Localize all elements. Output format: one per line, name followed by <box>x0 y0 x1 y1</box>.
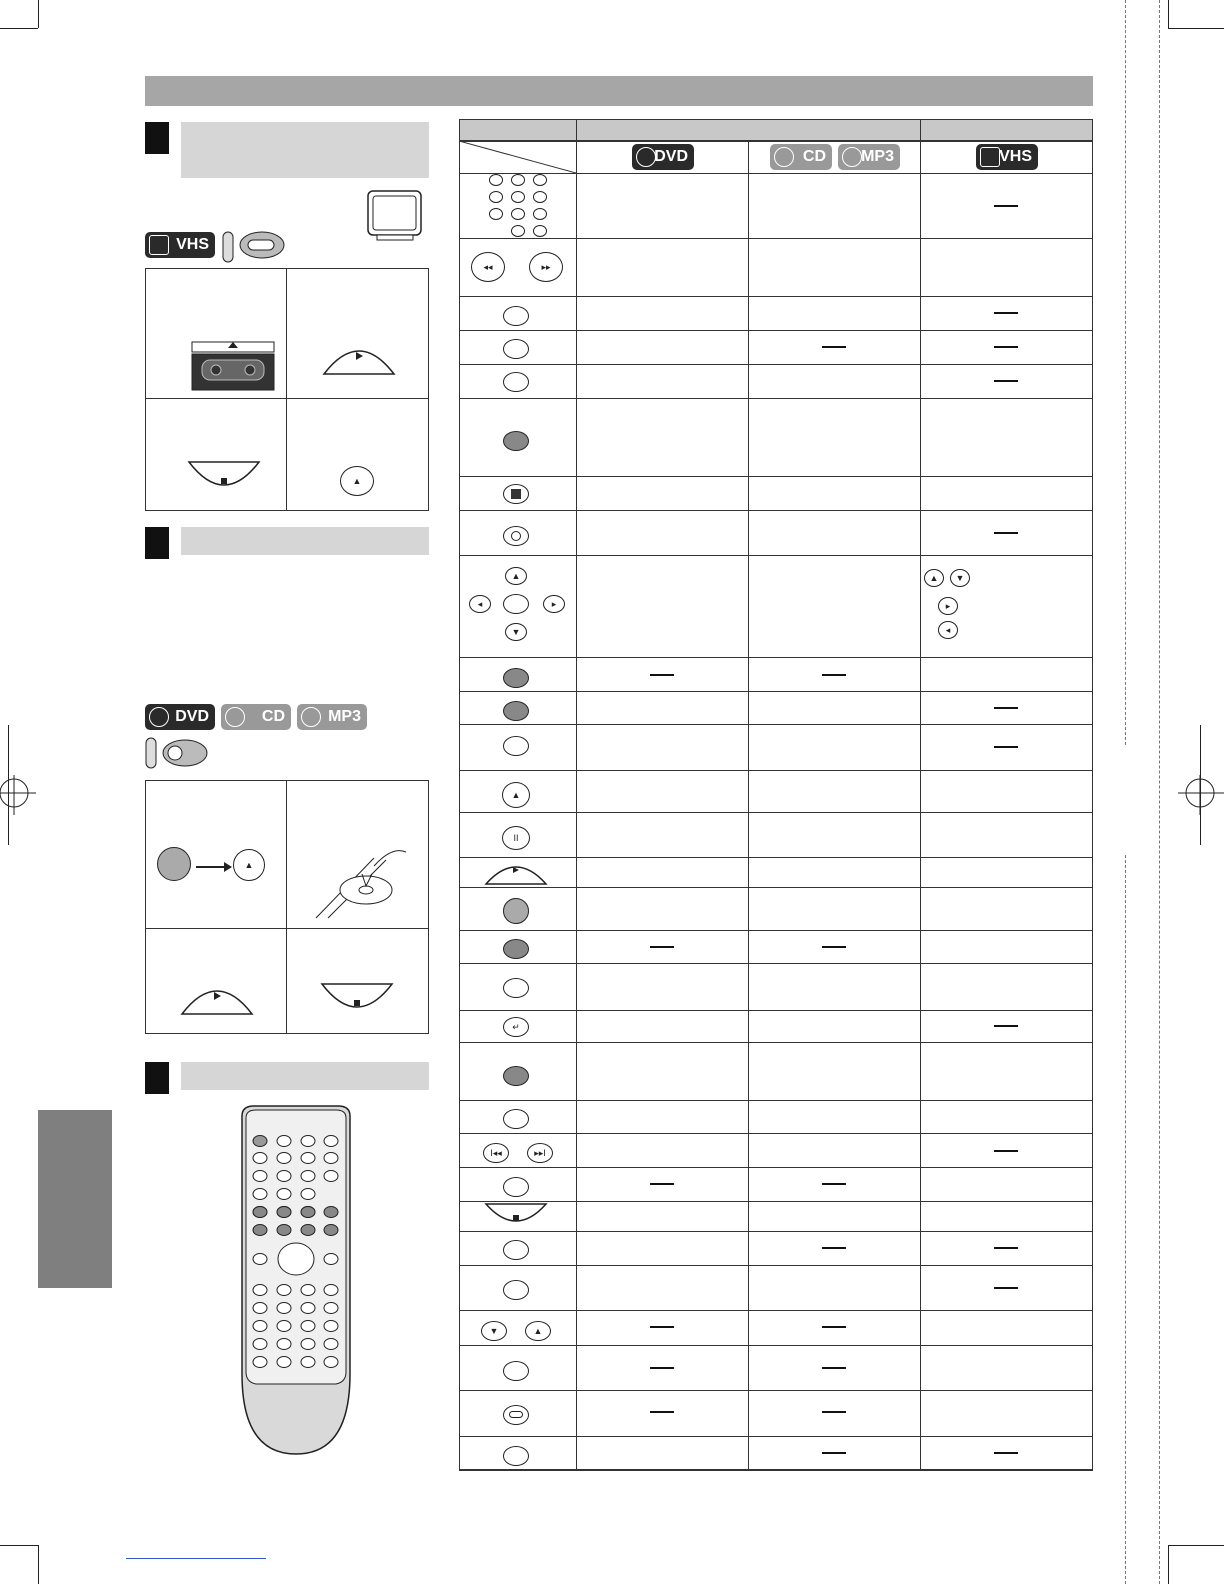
crop-mark <box>1168 0 1169 28</box>
tv-icon <box>367 190 423 242</box>
remote-key[interactable] <box>324 1357 338 1368</box>
cassette-insert-illustration <box>188 340 278 392</box>
fold-line <box>1125 0 1126 745</box>
remote-key[interactable] <box>277 1136 291 1147</box>
remote-key[interactable] <box>253 1285 267 1296</box>
not-applicable-dash <box>994 1247 1018 1249</box>
row-divider <box>459 1265 1093 1266</box>
remote-key[interactable] <box>277 1321 291 1332</box>
not-applicable-dash <box>822 1247 846 1249</box>
crop-mark <box>38 1545 39 1584</box>
not-applicable-dash <box>994 746 1018 748</box>
return-button[interactable] <box>503 1017 529 1037</box>
cd-logo-label: CD <box>261 708 285 725</box>
rewind-icon: ◂◂ <box>483 261 493 272</box>
not-applicable-dash <box>994 380 1018 382</box>
down-arrow-button[interactable] <box>950 569 970 587</box>
skip-forward-button[interactable] <box>527 1143 553 1163</box>
return-icon: ↵ <box>512 1021 520 1032</box>
down-arrow-button[interactable] <box>505 623 527 641</box>
row-divider <box>459 1167 1093 1168</box>
row-divider <box>459 1345 1093 1346</box>
mp3-logo <box>838 144 900 170</box>
remote-key[interactable] <box>301 1285 315 1296</box>
row-divider <box>459 1231 1093 1232</box>
remote-key[interactable] <box>324 1285 338 1296</box>
not-applicable-dash <box>822 346 846 348</box>
up-icon: ▲ <box>511 571 521 581</box>
number-key[interactable] <box>533 174 547 186</box>
remote-key[interactable] <box>301 1136 315 1147</box>
remote-key[interactable] <box>277 1189 291 1200</box>
remote-key[interactable] <box>324 1153 338 1164</box>
crop-mark <box>1168 28 1224 29</box>
function-button[interactable] <box>503 306 529 326</box>
cassette-icon <box>980 147 1000 167</box>
row-divider <box>459 1042 1093 1043</box>
dvd-logo-label: DVD <box>175 708 209 725</box>
eject-icon: ▲ <box>244 860 254 870</box>
disc-icon <box>636 147 656 167</box>
row-divider <box>459 724 1093 725</box>
not-applicable-dash <box>822 1411 846 1413</box>
not-applicable-dash <box>994 707 1018 709</box>
registration-mark-right <box>1178 775 1224 815</box>
remote-dpad[interactable] <box>278 1243 314 1275</box>
function-button[interactable] <box>503 1446 529 1466</box>
remote-control-illustration <box>234 1104 358 1456</box>
disc-tray-illustration <box>314 838 410 920</box>
cassette-icon <box>509 1411 523 1418</box>
remote-key[interactable] <box>301 1357 315 1368</box>
left-icon: ◂ <box>477 598 483 609</box>
remote-key[interactable] <box>253 1171 267 1182</box>
remote-key[interactable] <box>253 1254 267 1265</box>
vcr-select-icon <box>222 230 286 266</box>
row-divider <box>459 770 1093 771</box>
function-table <box>459 119 1093 1470</box>
number-key[interactable] <box>511 208 525 220</box>
number-key[interactable] <box>511 174 525 186</box>
registration-line-right <box>1200 725 1201 845</box>
crop-mark <box>0 28 38 29</box>
function-button[interactable] <box>503 1177 529 1197</box>
row-divider <box>459 555 1093 556</box>
not-applicable-dash <box>994 532 1018 534</box>
fold-line <box>1159 0 1160 1584</box>
remote-key[interactable] <box>301 1207 315 1218</box>
remote-key[interactable] <box>253 1339 267 1350</box>
remote-key[interactable] <box>277 1225 291 1236</box>
row-divider <box>459 364 1093 365</box>
right-icon: ▸ <box>945 600 951 611</box>
dvd-logo <box>632 144 694 170</box>
crop-mark <box>1168 1545 1169 1584</box>
number-key[interactable] <box>489 208 503 220</box>
left-arrow-button[interactable] <box>938 621 958 639</box>
remote-key[interactable] <box>277 1357 291 1368</box>
row-divider <box>459 296 1093 297</box>
not-applicable-dash <box>650 1183 674 1185</box>
not-applicable-dash <box>994 1150 1018 1152</box>
cassette-icon <box>149 235 169 255</box>
column-divider <box>748 141 749 1470</box>
number-key[interactable] <box>489 191 503 203</box>
not-applicable-dash <box>650 946 674 948</box>
remote-key[interactable] <box>253 1321 267 1332</box>
registration-line-left <box>8 725 9 845</box>
eject-button[interactable] <box>340 466 374 496</box>
not-applicable-dash <box>822 1452 846 1454</box>
remote-key[interactable] <box>301 1153 315 1164</box>
disc-icon <box>149 707 169 727</box>
function-button[interactable] <box>503 668 529 688</box>
enter-button[interactable] <box>503 594 529 614</box>
number-key[interactable] <box>511 225 525 237</box>
function-button[interactable] <box>503 431 529 451</box>
number-key[interactable] <box>533 191 547 203</box>
remote-key[interactable] <box>301 1303 315 1314</box>
number-key[interactable] <box>489 174 503 186</box>
dvd-logo-label: DVD <box>654 148 688 165</box>
section-heading-vcr <box>181 122 429 178</box>
disc-icon <box>301 707 321 727</box>
stop-button[interactable] <box>484 1202 548 1230</box>
up-arrow-button[interactable] <box>924 569 944 587</box>
down-icon: ▼ <box>511 627 521 637</box>
right-arrow-button[interactable] <box>938 597 958 615</box>
function-button[interactable] <box>503 1066 529 1086</box>
grid-divider <box>145 398 429 399</box>
header-diagonal <box>459 141 576 173</box>
row-divider <box>459 238 1093 239</box>
row-divider <box>459 141 1093 142</box>
not-applicable-dash <box>822 946 846 948</box>
remote-key[interactable] <box>277 1207 291 1218</box>
left-icon: ◂ <box>945 624 951 635</box>
not-applicable-dash <box>650 1326 674 1328</box>
not-applicable-dash <box>822 1326 846 1328</box>
registration-mark-left <box>0 775 36 815</box>
remote-key[interactable] <box>301 1189 315 1200</box>
vhs-logo <box>145 232 215 258</box>
play-button[interactable] <box>322 338 396 376</box>
cd-logo <box>221 704 291 730</box>
not-applicable-dash <box>650 674 674 676</box>
row-divider <box>459 1133 1093 1134</box>
skip-back-icon: I◂◂ <box>490 1147 502 1158</box>
remote-key[interactable] <box>277 1171 291 1182</box>
grid-divider <box>286 268 287 511</box>
row-divider <box>459 691 1093 692</box>
not-applicable-dash <box>994 312 1018 314</box>
crop-mark <box>38 0 39 28</box>
function-button[interactable] <box>503 1109 529 1129</box>
section-number-1 <box>145 122 169 154</box>
right-arrow-button[interactable] <box>543 595 565 613</box>
stop-button[interactable] <box>187 460 261 498</box>
remote-key[interactable] <box>324 1225 338 1236</box>
dvd-logo <box>145 704 215 730</box>
row-divider <box>459 1436 1093 1437</box>
cd-logo <box>770 144 832 170</box>
not-applicable-dash <box>650 1411 674 1413</box>
row-divider <box>459 173 1093 174</box>
eject-button[interactable] <box>502 782 530 808</box>
remote-key[interactable] <box>301 1339 315 1350</box>
remote-key[interactable] <box>253 1207 267 1218</box>
fold-line <box>1125 855 1126 1584</box>
vhs-logo <box>976 144 1038 170</box>
row-divider <box>459 330 1093 331</box>
power-button[interactable] <box>503 898 529 924</box>
function-button[interactable] <box>503 1361 529 1381</box>
row-divider <box>459 476 1093 477</box>
footer-link-underline[interactable] <box>126 1558 266 1559</box>
play-button[interactable] <box>180 978 254 1016</box>
dvd-select-icon <box>145 736 209 772</box>
table-header-row <box>459 119 1093 141</box>
section-heading-remote <box>181 1062 429 1090</box>
row-divider <box>459 887 1093 888</box>
stop-button[interactable] <box>320 982 394 1020</box>
arrow-icon <box>196 860 232 872</box>
row-divider <box>459 1310 1093 1311</box>
row-divider <box>459 930 1093 931</box>
remote-key[interactable] <box>253 1153 267 1164</box>
skip-back-button[interactable] <box>483 1143 509 1163</box>
remote-key[interactable] <box>324 1136 338 1147</box>
function-button[interactable] <box>503 1280 529 1300</box>
right-icon: ▸ <box>551 598 557 609</box>
number-key[interactable] <box>511 191 525 203</box>
eject-icon: ▲ <box>511 790 521 800</box>
remote-key[interactable] <box>301 1321 315 1332</box>
mp3-logo-label: MP3 <box>861 148 894 165</box>
skip-forward-icon: ▸▸I <box>534 1147 546 1158</box>
row-divider <box>459 510 1093 511</box>
rewind-button[interactable] <box>471 252 505 282</box>
function-button[interactable] <box>503 736 529 756</box>
remote-key[interactable] <box>301 1171 315 1182</box>
row-divider <box>459 657 1093 658</box>
grid-divider <box>145 928 429 929</box>
crop-mark <box>1168 1545 1224 1546</box>
remote-key[interactable] <box>253 1225 267 1236</box>
function-button[interactable] <box>503 939 529 959</box>
row-divider <box>459 812 1093 813</box>
section-heading-dvd <box>181 527 429 555</box>
remote-key[interactable] <box>277 1339 291 1350</box>
remote-key[interactable] <box>253 1357 267 1368</box>
not-applicable-dash <box>994 1452 1018 1454</box>
fast-forward-button[interactable] <box>529 252 563 282</box>
pause-icon: II <box>513 833 519 843</box>
row-divider <box>459 1390 1093 1391</box>
remote-key[interactable] <box>277 1285 291 1296</box>
vhs-logo-label: VHS <box>999 148 1032 165</box>
stop-icon <box>511 489 521 499</box>
channel-down-button[interactable] <box>481 1321 507 1341</box>
eject-button[interactable] <box>233 849 265 881</box>
down-icon: ▼ <box>955 573 965 583</box>
remote-key[interactable] <box>253 1189 267 1200</box>
up-icon: ▲ <box>929 573 939 583</box>
target-icon <box>511 531 521 541</box>
remote-key[interactable] <box>324 1321 338 1332</box>
not-applicable-dash <box>994 1287 1018 1289</box>
not-applicable-dash <box>822 1183 846 1185</box>
cd-logo-label: CD <box>802 148 826 165</box>
not-applicable-dash <box>822 674 846 676</box>
eject-icon: ▲ <box>352 476 362 486</box>
remote-key[interactable] <box>253 1136 267 1147</box>
channel-up-button[interactable] <box>525 1321 551 1341</box>
disc-icon <box>842 147 862 167</box>
row-divider <box>459 963 1093 964</box>
function-button[interactable] <box>503 1240 529 1260</box>
power-button[interactable] <box>157 847 191 881</box>
row-divider <box>459 1010 1093 1011</box>
remote-key[interactable] <box>324 1171 338 1182</box>
disc-icon <box>225 707 245 727</box>
remote-key[interactable] <box>277 1153 291 1164</box>
crop-mark <box>0 1545 38 1546</box>
remote-key[interactable] <box>324 1339 338 1350</box>
remote-key[interactable] <box>324 1207 338 1218</box>
left-arrow-button[interactable] <box>469 595 491 613</box>
row-divider <box>459 1100 1093 1101</box>
not-applicable-dash <box>994 205 1018 207</box>
row-divider <box>459 398 1093 399</box>
row-divider <box>459 857 1093 858</box>
mp3-logo <box>297 704 367 730</box>
not-applicable-dash <box>994 346 1018 348</box>
row-divider <box>459 1201 1093 1202</box>
row-divider <box>459 1470 1093 1471</box>
function-button[interactable] <box>503 978 529 998</box>
fast-forward-icon: ▸▸ <box>541 261 551 272</box>
pause-button[interactable] <box>502 826 530 850</box>
play-button[interactable] <box>484 858 548 886</box>
remote-key[interactable] <box>277 1303 291 1314</box>
remote-key[interactable] <box>301 1225 315 1236</box>
section-number-2 <box>145 527 169 559</box>
vhs-logo-label: VHS <box>176 236 209 253</box>
up-icon: ▲ <box>533 1326 543 1336</box>
up-arrow-button[interactable] <box>505 567 527 585</box>
not-applicable-dash <box>650 1367 674 1369</box>
down-icon: ▼ <box>489 1326 499 1336</box>
remote-key[interactable] <box>324 1303 338 1314</box>
remote-key[interactable] <box>324 1254 338 1265</box>
mp3-logo-label: MP3 <box>328 708 361 725</box>
title-bar <box>145 76 1093 106</box>
column-divider <box>576 119 577 1470</box>
function-button[interactable] <box>503 701 529 721</box>
not-applicable-dash <box>822 1367 846 1369</box>
number-key[interactable] <box>533 208 547 220</box>
slow-button[interactable] <box>503 372 529 392</box>
not-applicable-dash <box>994 1025 1018 1027</box>
disc-icon <box>774 147 794 167</box>
number-key[interactable] <box>533 225 547 237</box>
grid-divider <box>286 780 287 1034</box>
section-number-3 <box>145 1062 169 1094</box>
remote-key[interactable] <box>253 1303 267 1314</box>
column-divider <box>920 119 921 1470</box>
function-button[interactable] <box>503 339 529 359</box>
side-tab <box>38 1110 112 1288</box>
